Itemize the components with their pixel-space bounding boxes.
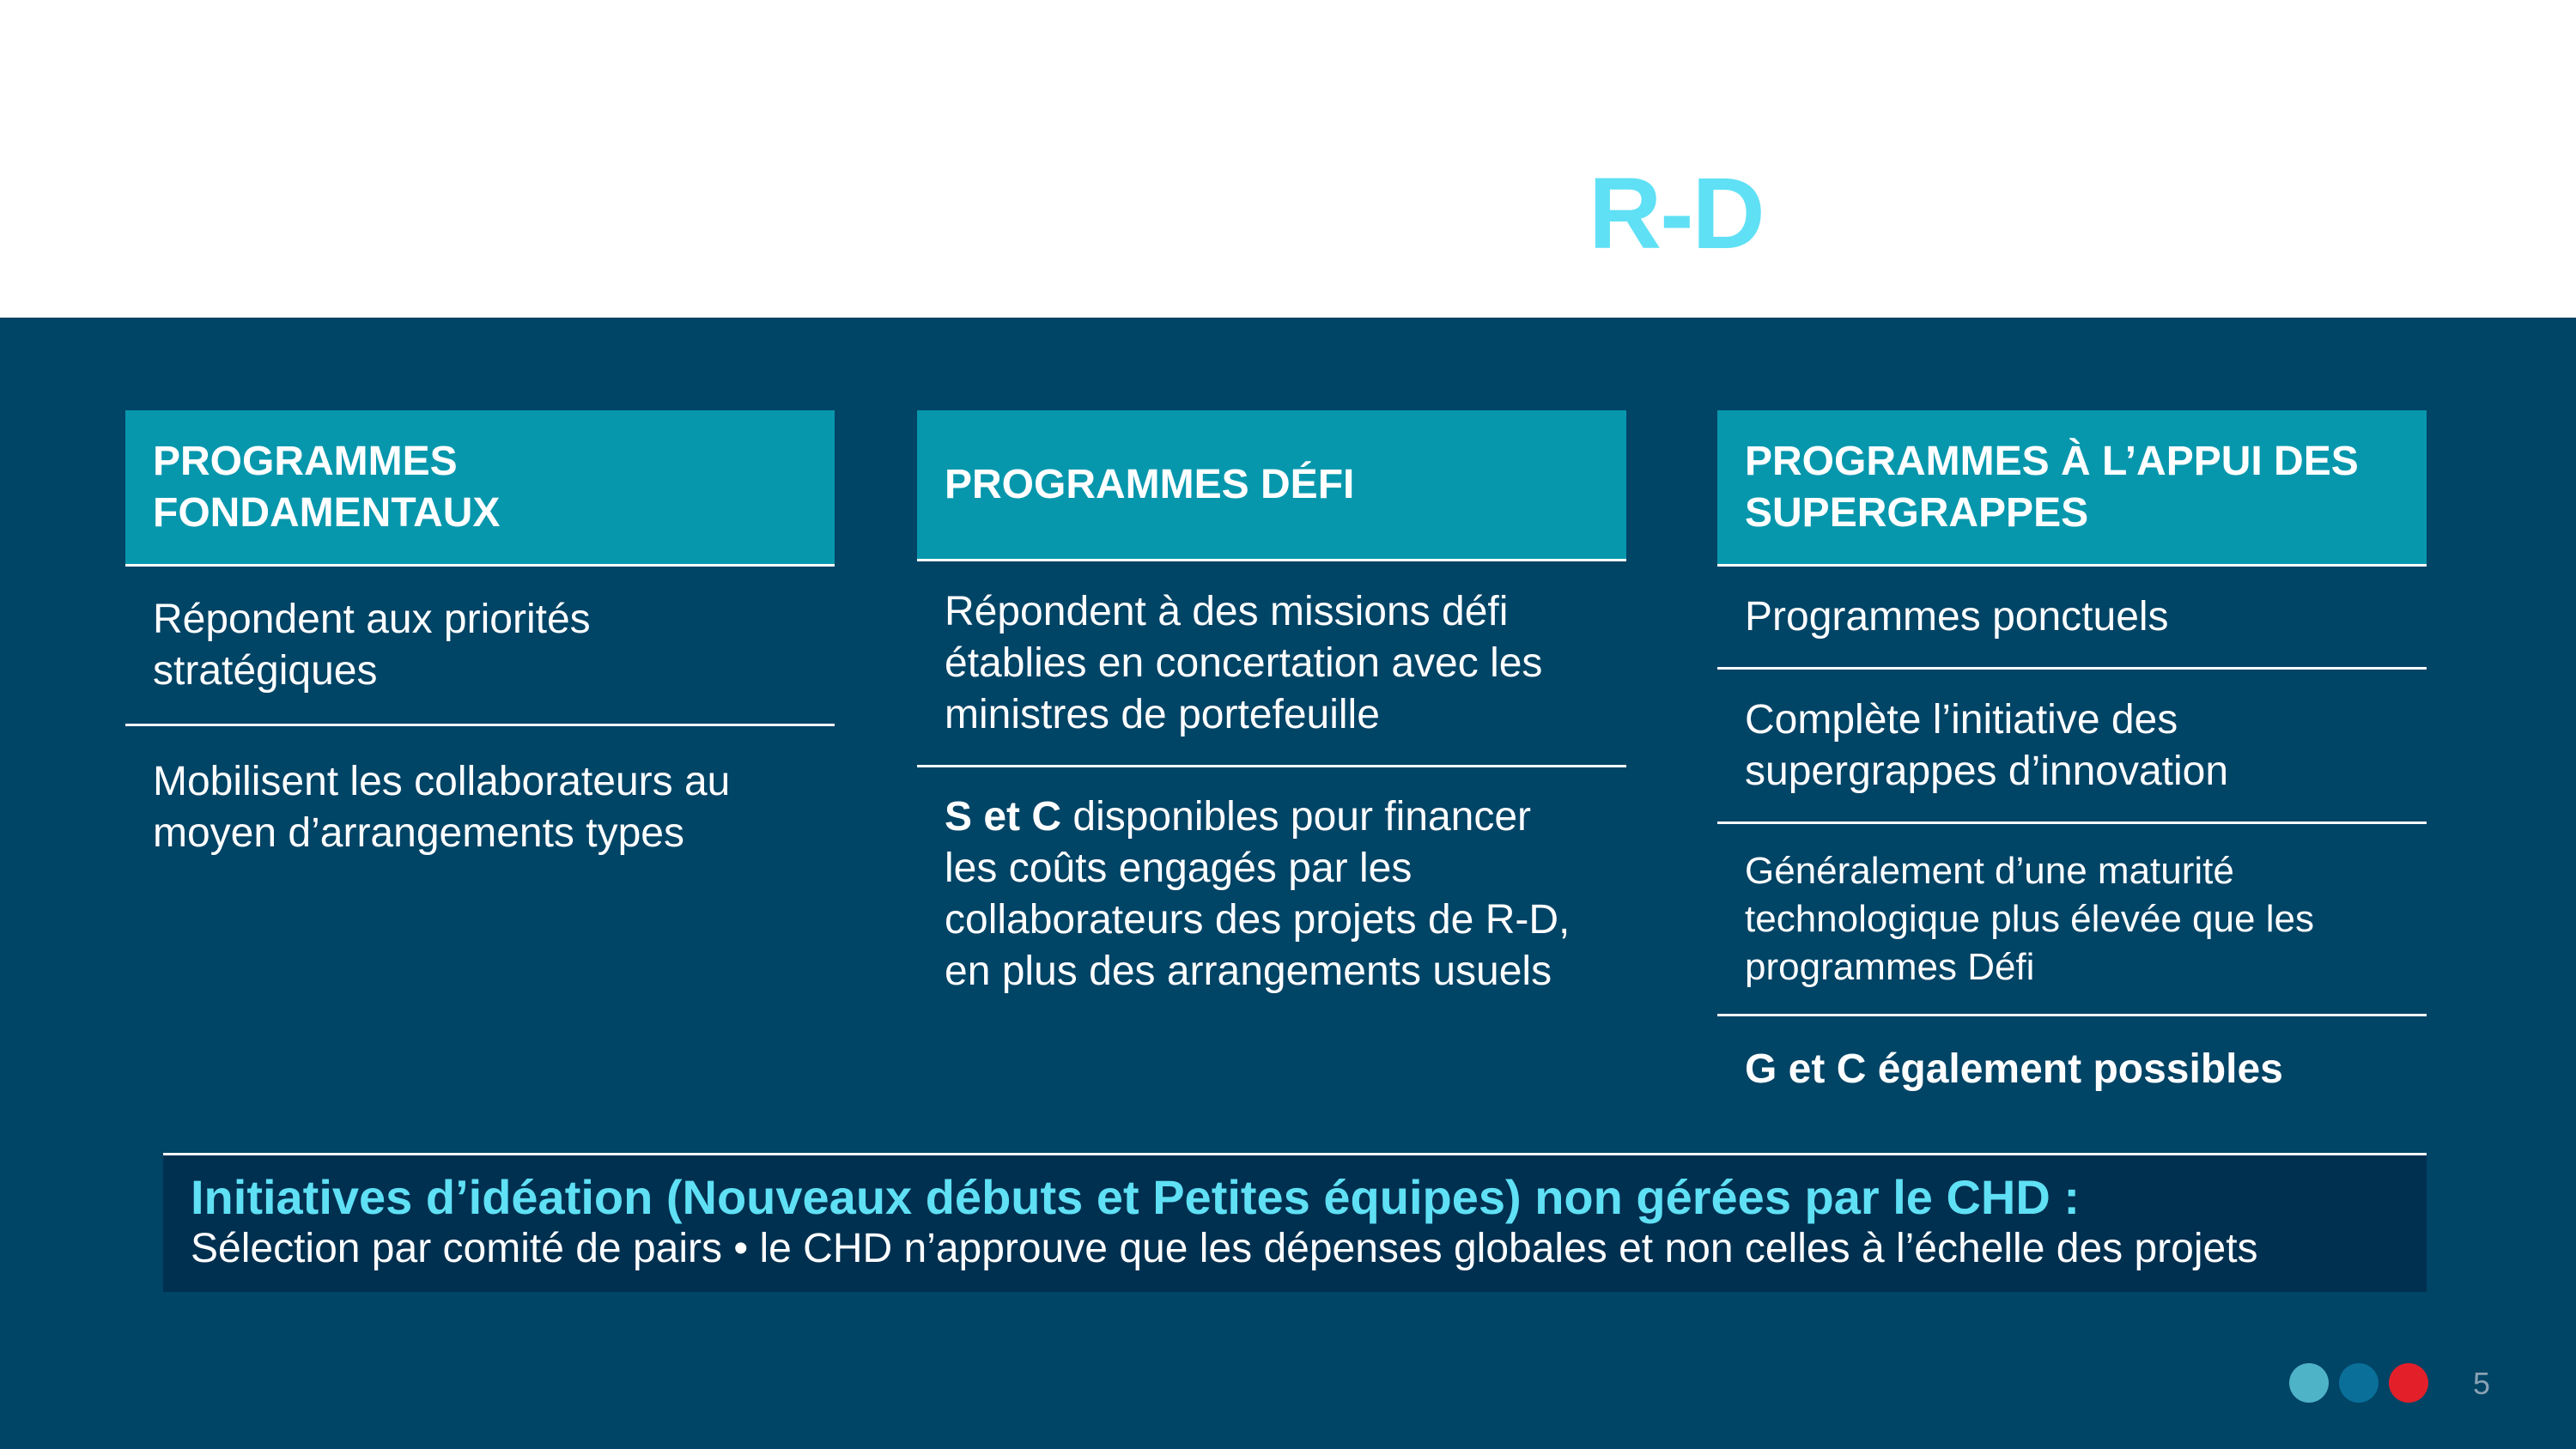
brand-dots <box>2289 1363 2428 1403</box>
heading-line: PROGRAMMES DÉFI <box>945 461 1355 507</box>
column-supergrappes <box>1717 410 2427 1123</box>
column-heading <box>917 410 1626 561</box>
bold-prefix: S et C <box>945 794 1062 840</box>
dot-icon <box>2289 1363 2329 1403</box>
list-item: Répondent aux priorités stratégiques <box>125 567 835 726</box>
banner-title: Initiatives d’idéation (Nouveaux débuts et Petites équipes) non gérées par le CHD : <box>191 1170 2081 1224</box>
heading-line: PROGRAMMES <box>153 438 458 484</box>
heading-line: PROGRAMMES À L’APPUI DES <box>1745 438 2359 484</box>
list-item: Mobilisent les collaborateurs au moyen d’arrangements types <box>153 759 731 856</box>
banner-text: Sélection par comité de pairs • le CHD n’approuve que les dépenses globales et non celles à l’échelle des projets <box>191 1226 2258 1271</box>
dot-icon <box>2339 1363 2379 1403</box>
dot-icon <box>2389 1363 2428 1403</box>
list-item: Programmes ponctuels <box>1717 567 2427 670</box>
list-item: Complète l’initiative des supergrappes d’innovation <box>1717 670 2427 824</box>
list-item: Répondent à des missions défi établies en concertation avec les ministres de portefeuille <box>917 561 1626 767</box>
slide-header <box>0 0 2576 318</box>
column-fondamentaux <box>125 410 835 889</box>
slide-title: R-D <box>1589 157 1764 270</box>
column-heading <box>125 410 835 567</box>
heading-line: FONDAMENTAUX <box>153 489 501 536</box>
ideation-banner <box>163 1153 2427 1292</box>
page-number: 5 <box>2473 1366 2491 1401</box>
column-heading <box>1717 410 2427 567</box>
list-item: Généralement d’une maturité technologique plus élevée que les programmes Défi <box>1717 824 2427 1016</box>
list-item: G et C également possibles <box>1745 1046 2283 1092</box>
content-panel <box>0 318 2576 1449</box>
heading-line: SUPERGRAPPES <box>1745 489 2089 536</box>
column-defi <box>917 410 1626 1016</box>
list-item: S et C disponibles pour financer les coûts engagés par les collaborateurs des projets de R-D, en plus des arrangements usuels <box>945 794 1571 994</box>
